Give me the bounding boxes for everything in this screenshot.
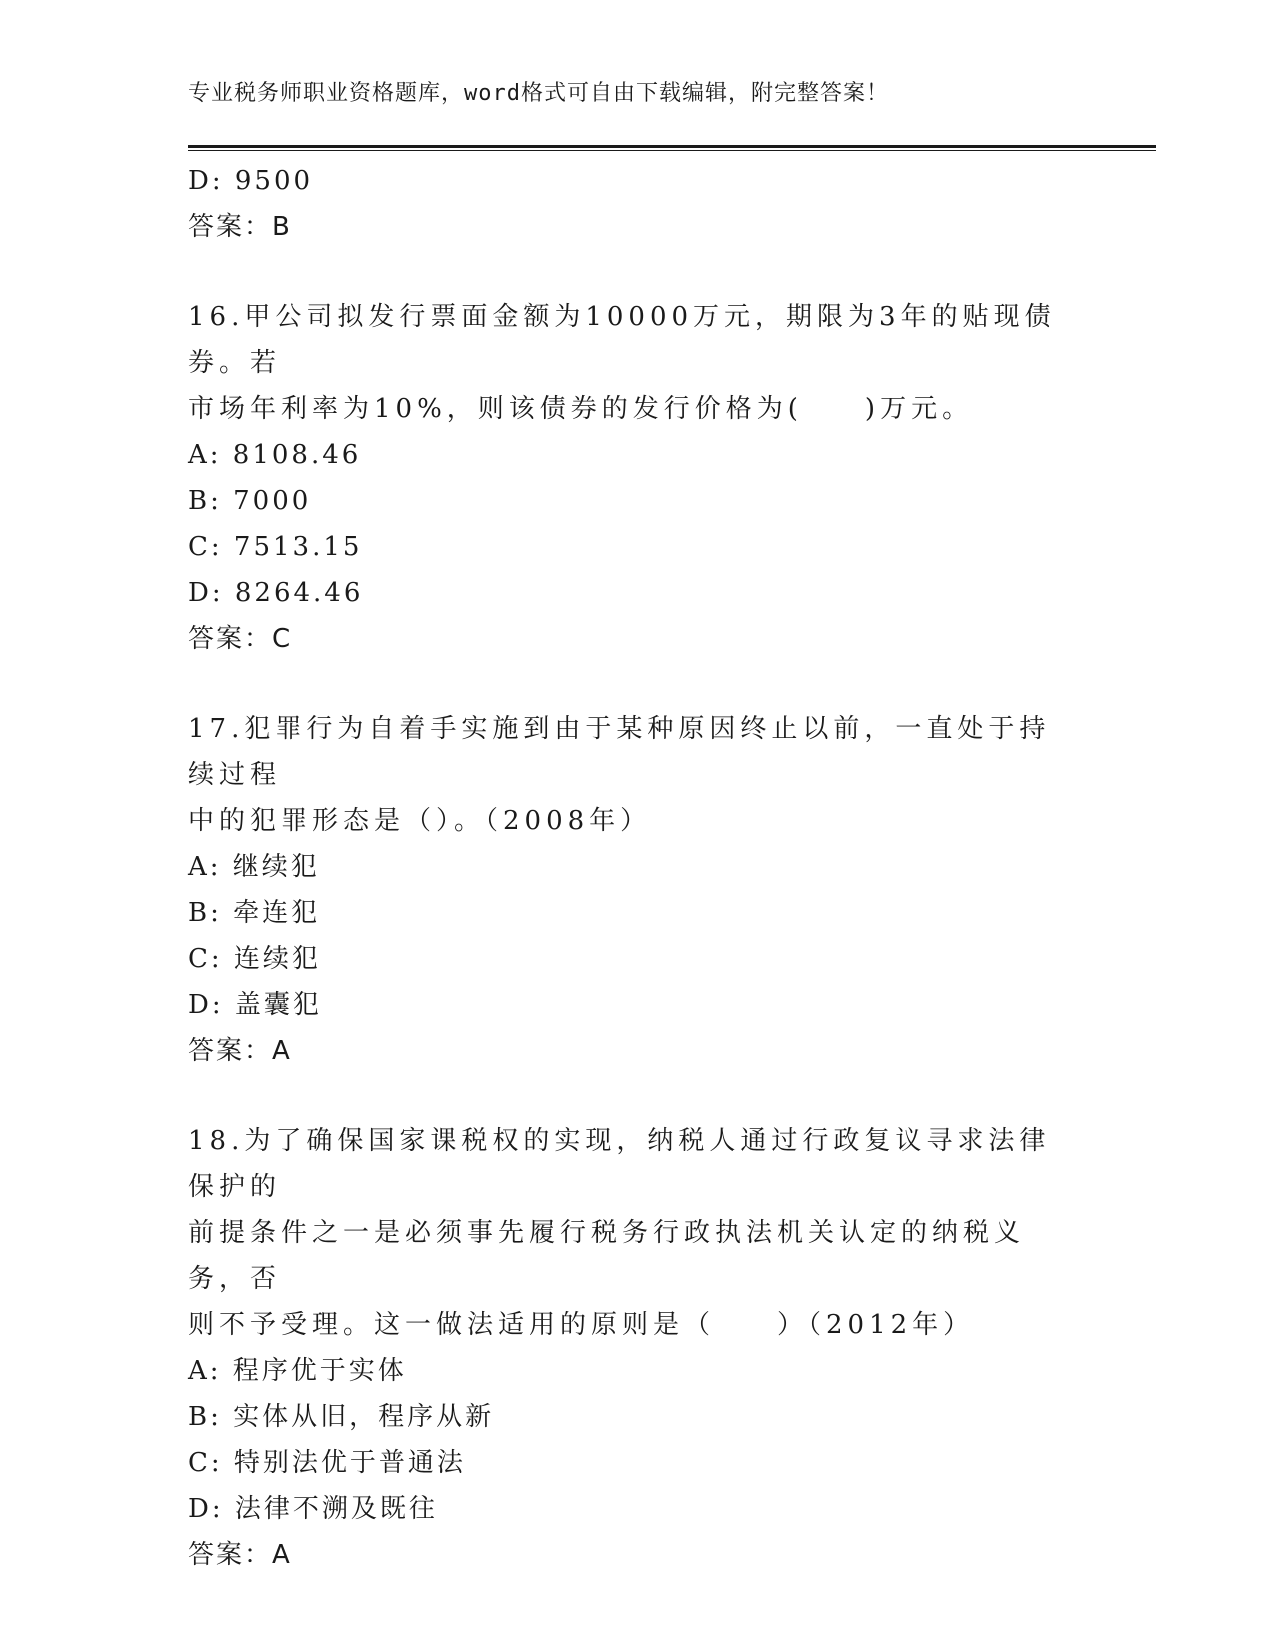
option-c: C: 7513.15 [188,532,363,562]
option-c: C: 特别法优于普通法 [188,1448,466,1478]
question-stem-line: 则不予受理。这一做法适用的原则是（ ）（2012年） [188,1310,975,1340]
question-stem-line: 17.犯罪行为自着手实施到由于某种原因终止以前，一直处于持续过程 [188,714,1051,790]
question-stem-line: 中的犯罪形态是（）。（2008年） [188,806,652,836]
page-header: 专业税务师职业资格题库，word格式可自由下载编辑，附完整答案！ [188,81,889,106]
question-18 [188,1118,1088,1578]
option-b: B: 7000 [188,486,312,516]
question-17 [188,706,1088,1074]
question-content [188,158,1088,1578]
option-a: A: 程序优于实体 [188,1356,407,1386]
option-c: C: 连续犯 [188,944,321,974]
option-a: A: 8108.46 [188,440,362,470]
question-stem-line: 16.甲公司拟发行票面金额为10000万元，期限为3年的贴现债券。若 [188,302,1056,378]
option-b: B: 牵连犯 [188,898,321,928]
option-a: A: 继续犯 [188,852,320,882]
answer: 答案：A [188,1540,292,1570]
question-stem-line: 市场年利率为10%，则该债券的发行价格为( )万元。 [188,394,974,424]
option-d: D: 法律不溯及既往 [188,1494,438,1524]
question-stem-line: 前提条件之一是必须事先履行税务行政执法机关认定的纳税义务，否 [188,1218,1026,1294]
header-rule-thick [188,145,1156,148]
header-rule-thin [188,150,1156,151]
prev-answer: 答案：B [188,212,292,242]
question-stem-line: 18.为了确保国家课税权的实现，纳税人通过行政复议寻求法律保护的 [188,1126,1051,1202]
answer: 答案：A [188,1036,292,1066]
prev-option-d: D: 9500 [188,166,314,196]
question-16 [188,294,1088,662]
option-d: D: 盖囊犯 [188,990,322,1020]
option-d: D: 8264.46 [188,578,364,608]
answer: 答案：C [188,624,293,654]
option-b: B: 实体从旧，程序从新 [188,1402,495,1432]
